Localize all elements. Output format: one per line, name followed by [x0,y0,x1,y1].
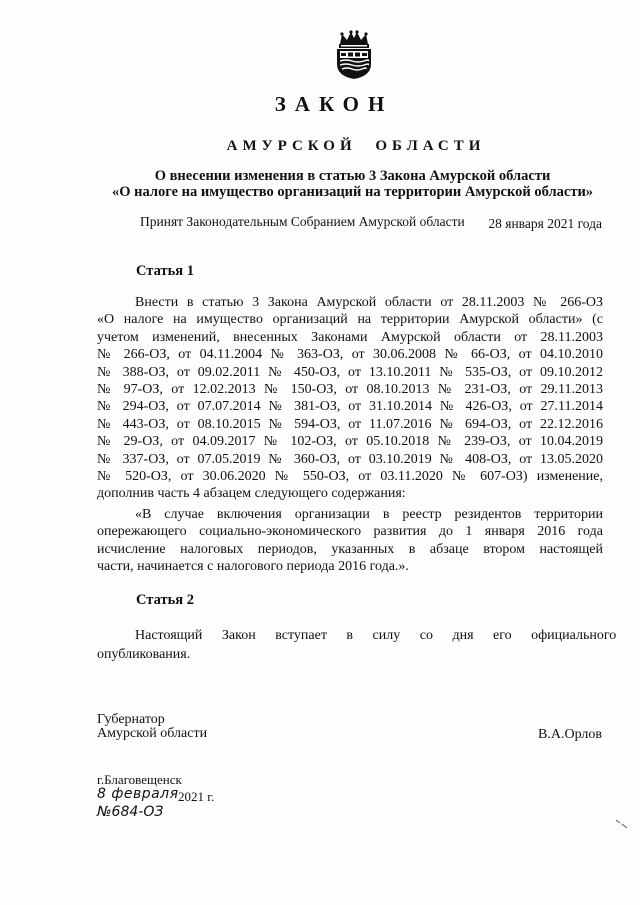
article-1-heading: Статья 1 [136,263,194,279]
document-title: ЗАКОН [274,92,394,116]
quote-line: «В случае включения организации в реестр резидентов территории [135,507,603,522]
article-1-line: № 520-ОЗ, от 30.06.2020 № 550-ОЗ, от 03.11.2020 № 607-ОЗ) изменение, [97,469,603,485]
quote-line: опережающего социально-экономического развития до 1 января 2016 года [97,524,603,540]
article-1-line: № 266-ОЗ, от 04.11.2004 № 363-ОЗ, от 30.06.2008 № 66-ОЗ, от 04.10.2010 [97,347,603,363]
law-subtitle-line-1: О внесении изменения в статью 3 Закона Амурской области [154,168,551,184]
article-1-line: № 443-ОЗ, от 08.10.2015 № 594-ОЗ, от 11.07.2016 № 694-ОЗ, от 22.12.2016 [97,416,603,432]
city: г.Благовещенск [97,772,182,787]
region-title: АМУРСКОЙ ОБЛАСТИ [226,138,486,154]
article-1-line: № 29-ОЗ, от 04.09.2017 № 102-ОЗ, от 05.10.2018 № 239-ОЗ, от 10.04.2019 [97,434,603,450]
article-1-line: учетом изменений, внесенных Законами Амурской области от 28.11.2003 [97,329,603,345]
coat-of-arms-icon [332,30,376,80]
article-2-line: Настоящий Закон вступает в силу со дня его официального [135,628,617,643]
signatory-title-line-1: Губернатор [97,712,165,727]
year: 2021 г. [178,789,215,804]
article-2-heading: Статья 2 [136,592,194,608]
quote-line: исчисление налоговых периодов, указанных в абзаце втором настоящей [97,541,603,557]
signatory-name: В.А.Орлов [538,727,602,742]
article-1-line: № 337-ОЗ, от 07.05.2019 № 360-ОЗ, от 03.10.2019 № 408-ОЗ, от 13.05.2020 [97,451,603,467]
handwritten-law-number: №684-ОЗ [97,804,164,820]
quote-line: части, начинается с налогового периода 2016 года.». [97,559,409,575]
law-subtitle-line-2: «О налоге на имущество организаций на территории Амурской области» [111,184,594,200]
article-1-line: № 294-ОЗ, от 07.07.2014 № 381-ОЗ, от 31.10.2014 № 426-ОЗ, от 27.11.2014 [97,399,603,415]
article-1-line: дополнив часть 4 абзацем следующего содержания: [97,486,406,502]
article-1-line: «О налоге на имущество организаций на территории Амурской области» (с [97,312,603,328]
article-1-quote [97,506,603,576]
adopted-date: 28 января 2021 года [488,216,602,231]
article-1-line: № 388-ОЗ, от 09.02.2011 № 450-ОЗ, от 13.10.2011 № 535-ОЗ, от 09.10.2012 [97,364,603,380]
signatory-title-line-2: Амурской области [97,726,208,741]
adopted-by: Принят Законодательным Собранием Амурской области [140,214,465,229]
article-2-line: опубликования. [97,647,191,662]
article-1-text [97,294,603,503]
article-1-line: № 97-ОЗ, от 12.02.2013 № 150-ОЗ, от 08.10.2013 № 231-ОЗ, от 29.11.2013 [97,382,603,398]
article-1-line: Внести в статью 3 Закона Амурской области от 28.11.2003 № 266-ОЗ [135,295,603,310]
article-2-text [97,626,617,664]
scan-artifact-icon [615,818,629,830]
handwritten-date: 8 февраля [97,786,179,802]
